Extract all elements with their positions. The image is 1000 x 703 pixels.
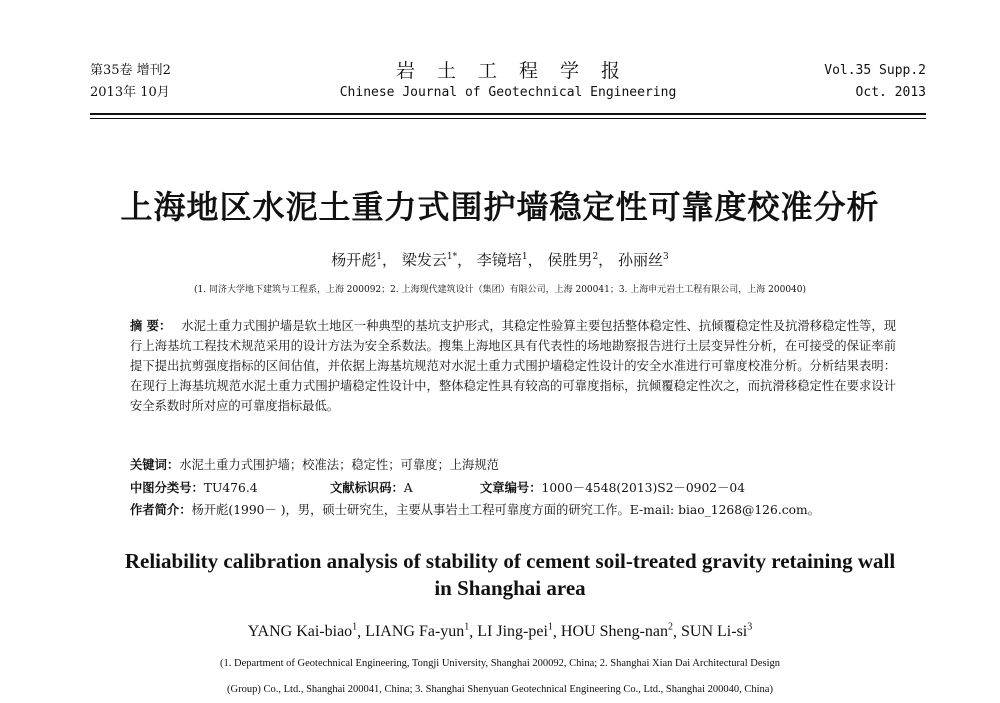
- paper-title-cn: 上海地区水泥土重力式围护墙稳定性可靠度校准分析: [120, 188, 880, 226]
- header-center: [90, 60, 926, 104]
- author-cn: 孙丽丝$^3$: [617, 251, 669, 269]
- author-cn: 侯胜男$^2$: [547, 251, 599, 269]
- paper-title-en: Reliability calibration analysis of stability of cement soil-treated gravity retaining wall in Shanghai area: [124, 549, 896, 600]
- author-list-en: YANG Kai-biao$^1$, LIANG Fa-yun$^1$, LI Jing-pei$^1$, HOU Sheng-nan$^2$, SUN $Li-si^3$: [247, 622, 753, 641]
- article-number: 文章编号：1000－4548(2013)S2－0902－04: [480, 481, 746, 495]
- abstract-cn: [130, 316, 896, 416]
- journal-name-cn: 岩土工程学报: [395, 60, 642, 82]
- affiliation-en: [0, 651, 1000, 703]
- keywords-cn: [130, 455, 896, 475]
- date-en: Oct. 2013: [855, 85, 926, 100]
- volume-cn: 第35卷 增刊2: [90, 63, 171, 78]
- document-code: 文献标识码：A: [330, 481, 413, 495]
- header-rule-thin: [90, 118, 926, 119]
- author-en: LIANG Fa-yun$^1$: [365, 622, 470, 641]
- author-bio: [130, 500, 930, 520]
- clc-number: 中图分类号：TU476.4: [130, 481, 258, 495]
- journal-name-en: Chinese Journal of Geotechnical Engineering: [339, 85, 677, 100]
- keywords-text: 水泥土重力式围护墙；校准法；稳定性；可靠度；上海规范: [179, 458, 499, 472]
- author-en: HOU Sheng-nan$^2$: [560, 622, 674, 641]
- bio-label: 作者简介：: [130, 503, 192, 517]
- keywords-label: 关键词：: [130, 458, 180, 472]
- author-en: LI Jing-pei$^1$: [477, 622, 553, 641]
- running-header: [90, 60, 926, 106]
- header-right: [824, 60, 926, 104]
- affiliation-en-line2: (Group) Co., Ltd., Shanghai 200041, China; 3. Shanghai Shenyuan Geotechnical Engineering Co., Ltd., Shanghai 200040, China): [227, 684, 773, 695]
- author-cn: 李镜培$^1$: [476, 251, 528, 269]
- author-en: YANG Kai-biao$^1$: [247, 622, 358, 641]
- header-rule-thick: [90, 113, 926, 115]
- author-cn: 杨开彪$^1$: [331, 251, 383, 269]
- affiliation-cn: (1. 同济大学地下建筑与工程系，上海 200092；2. 上海现代建筑设计（集团）有限公司，上海 200041；3. 上海申元岩土工程有限公司，上海 200040): [193, 285, 807, 295]
- bio-text: 杨开彪(1990－ )，男，硕士研究生，主要从事岩土工程可靠度方面的研究工作。E-mail: biao_1268@126.com。: [191, 503, 820, 517]
- date-cn: 2013年 10月: [90, 85, 170, 100]
- author-cn: 梁发云$^{1*}$: [401, 251, 458, 269]
- volume-en: Vol.35 Supp.2: [824, 63, 926, 78]
- abstract-label: 摘 要：: [130, 319, 172, 333]
- author-en: SUN $Li-si^3$: [681, 622, 753, 641]
- author-list-cn: 杨开彪$^1$， 梁发云$^{1*}$， 李镜培$^1$， 侯胜男$^2$， 孙丽丝$^3$: [331, 251, 669, 269]
- affiliation-en-line1: (1. Department of Geotechnical Engineering, Tongji University, Shanghai 200092, China; 2. Shanghai Xian Dai Architectural Design: [219, 658, 780, 669]
- abstract-text: 水泥土重力式围护墙是软土地区一种典型的基坑支护形式，其稳定性验算主要包括整体稳定性、抗倾覆稳定性及抗滑移稳定性等，现行上海基坑工程技术规范采用的设计方法为安全系数法。搜集上海地区具有代表性的场地勘察报告进行土层变异性分析，在可接受的保证率前提下提出抗剪强度指标的区间估值，并依据上海基坑规范对水泥土重力式围护墙稳定性设计的安全水准进行可靠度校准分析。分析结果表明：在现行上海基坑规范水泥土重力式围护墙稳定性设计中，整体稳定性具有较高的可靠度指标，抗倾覆稳定性次之，而抗滑移稳定性在要求设计安全系数时所对应的可靠度指标最低。: [130, 319, 896, 413]
